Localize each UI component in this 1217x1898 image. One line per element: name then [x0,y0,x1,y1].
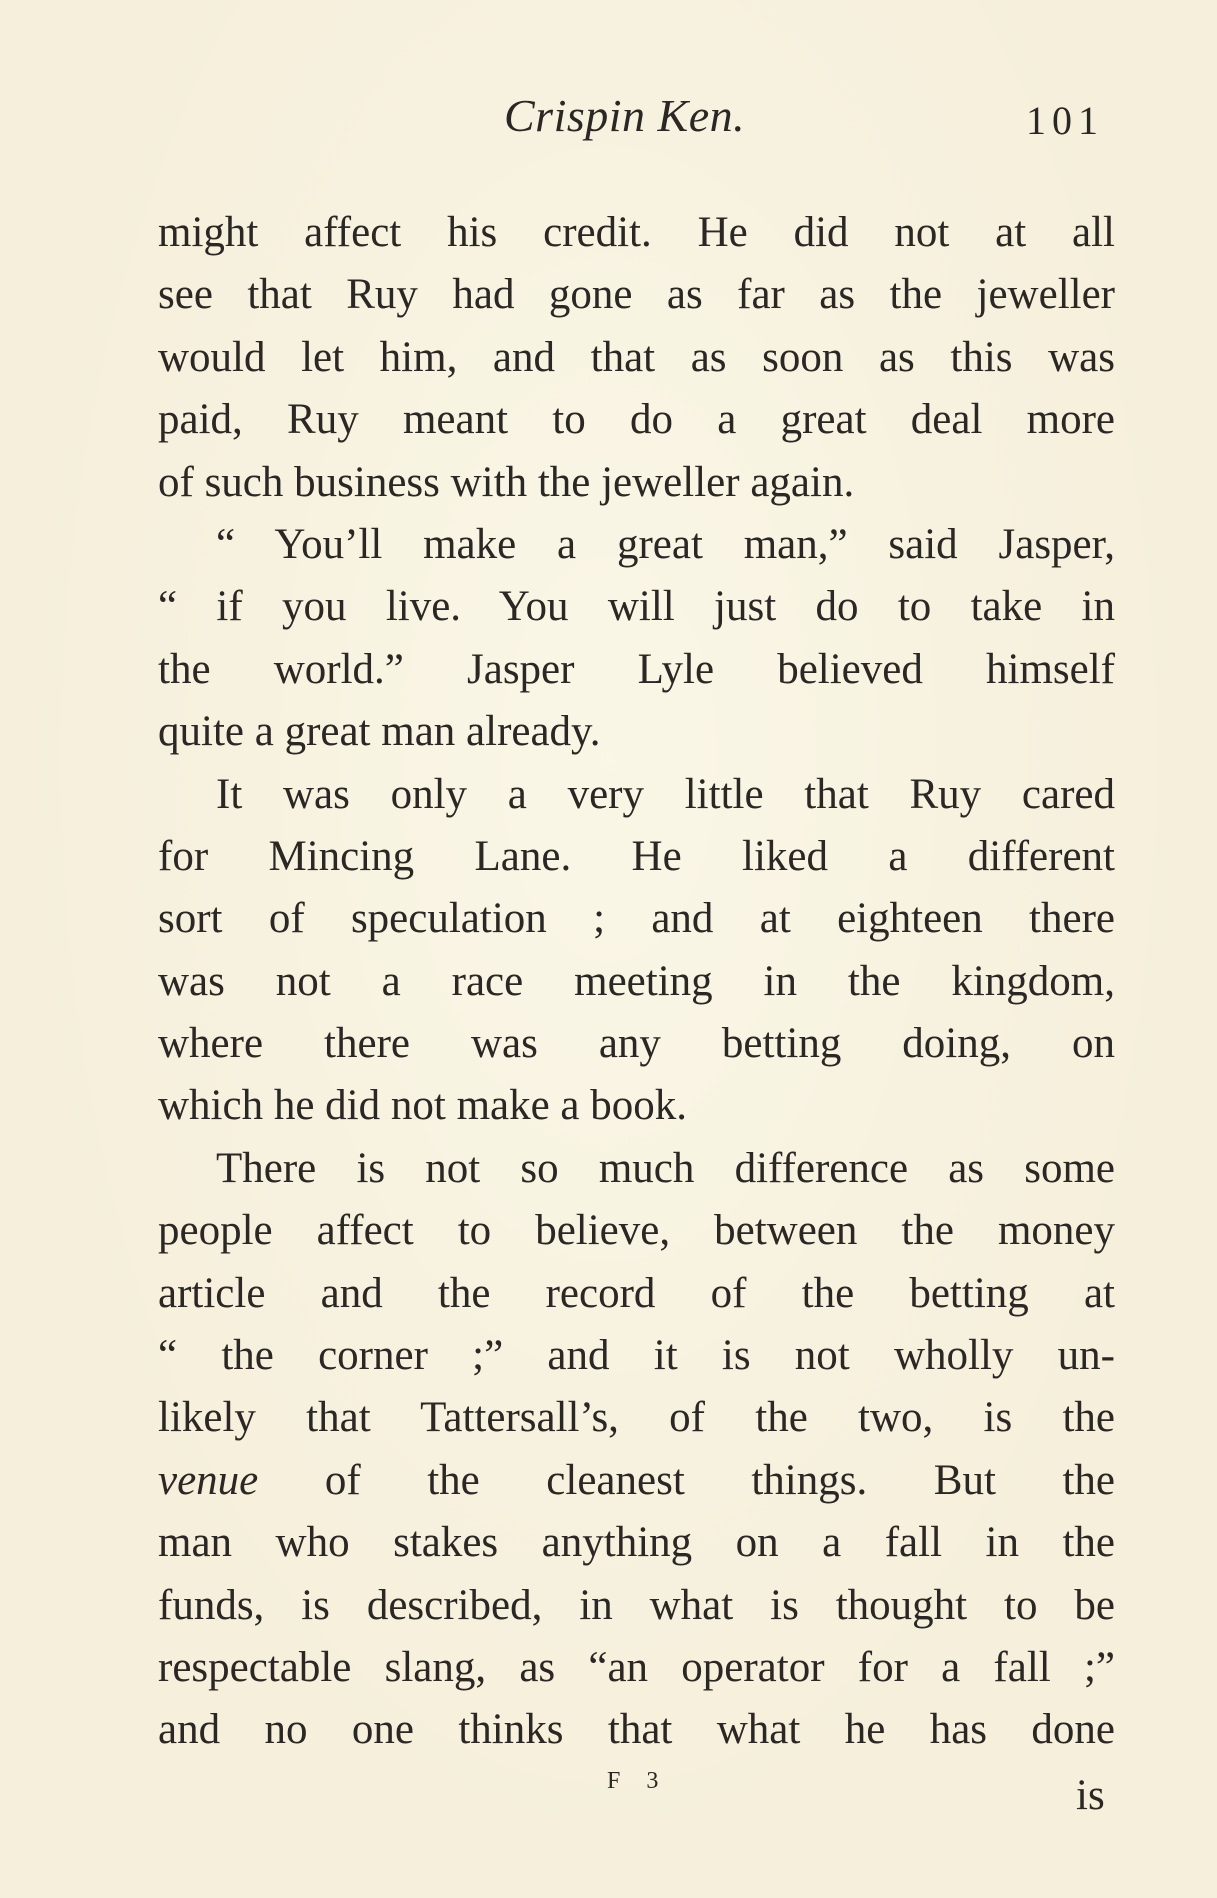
text-line: “ the corner ;” and it is not wholly un- [158,1332,1115,1380]
text-line: funds, is described, in what is thought to be [158,1581,1115,1629]
text-line: likely that Tattersall’s, of the two, is the [158,1394,1115,1442]
text-segment: of the cleanest things. But the [258,1456,1115,1504]
italic-word: venue [158,1456,259,1504]
text-line: paid, Ruy meant to do a great deal more [158,396,1115,444]
text-line: would let him, and that as soon as this was [158,333,1115,381]
text-line: of such business with the jeweller again. [158,458,855,506]
signature-mark: F 3 [607,1768,669,1794]
text-line: where there was any betting doing, on [158,1020,1115,1068]
text-line: might affect his credit. He did not at all [158,209,1115,256]
page-number: 101 [1026,98,1104,143]
text-line: people affect to believe, between the money [158,1207,1115,1255]
text-line: see that Ruy had gone as far as the jeweller [158,271,1115,319]
text-line: sort of speculation ; and at eighteen there [158,895,1115,943]
text-line: There is not so much difference as some [216,1144,1115,1192]
text-line: “ You’ll make a great man,” said Jasper, [216,520,1115,568]
text-line: article and the record of the betting at [158,1269,1115,1317]
body-text [158,202,1115,1762]
text-line [158,1450,1115,1512]
text-line: quite a great man already. [158,708,601,756]
text-line: “ if you live. You will just do to take in [158,583,1115,631]
running-title: Crispin Ken. [504,90,746,141]
text-line: and no one thinks that what he has done [158,1706,1115,1754]
text-line: for Mincing Lane. He liked a different [158,832,1115,880]
text-line: the world.” Jasper Lyle believed himself [158,645,1115,693]
text-line: respectable slang, as “an operator for a fall ;” [158,1643,1115,1691]
text-line: man who stakes anything on a fall in the [158,1519,1115,1567]
text-line: which he did not make a book. [158,1082,688,1130]
text-line: was not a race meeting in the kingdom, [158,957,1115,1005]
text-line: It was only a very little that Ruy cared [216,770,1115,818]
catchword: is [1076,1772,1105,1819]
